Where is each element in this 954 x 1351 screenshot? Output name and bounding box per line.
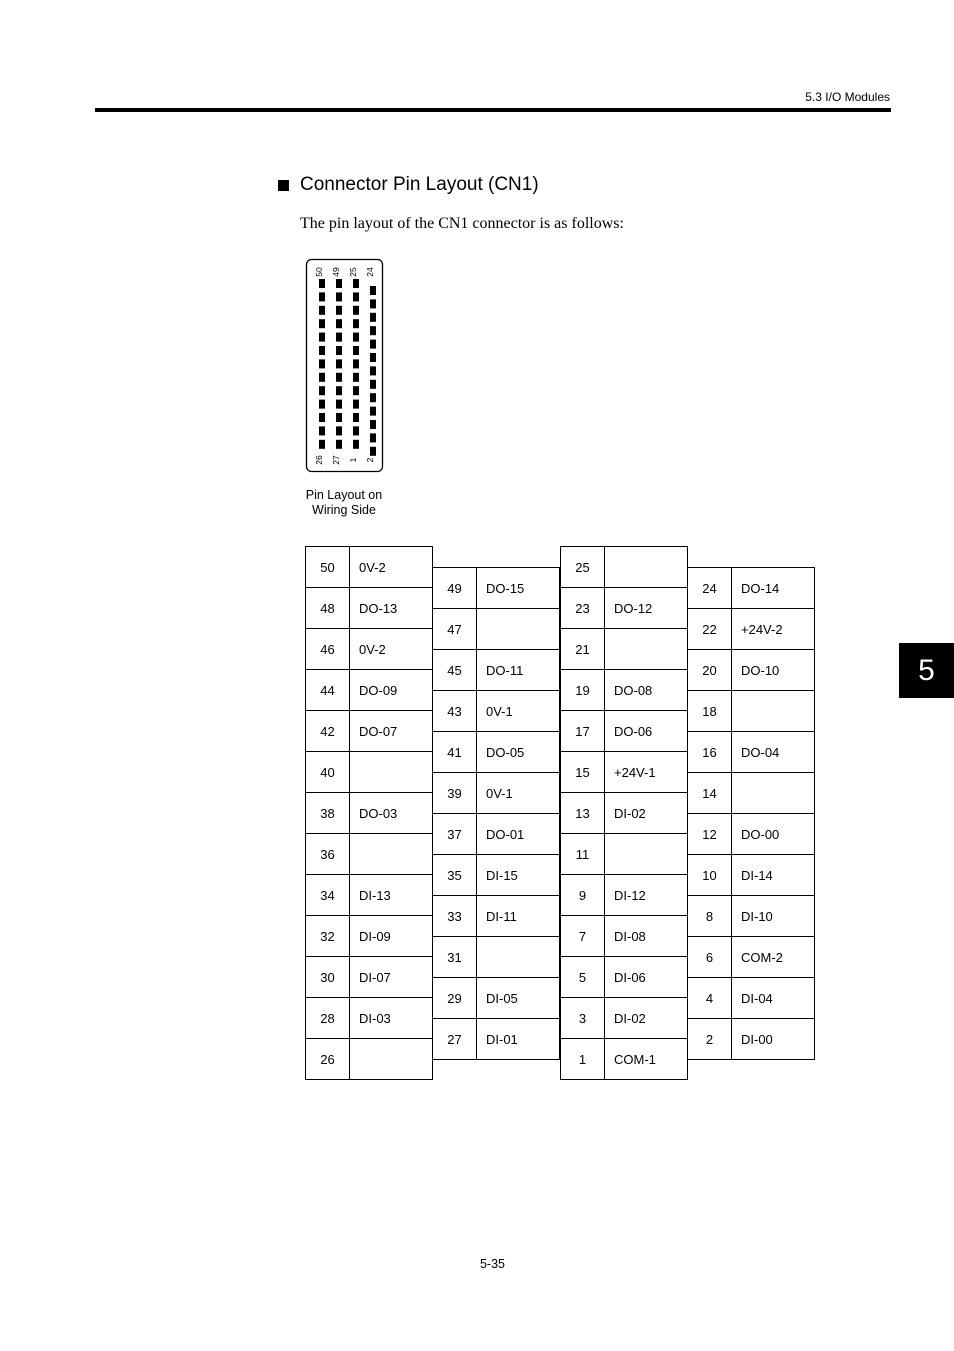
connector-pin [370,407,376,416]
pin-table-column-4 [687,567,815,1060]
pin-signal: DO-06 [605,711,688,751]
pin-signal: DO-13 [350,588,433,628]
pin-signal [732,773,815,813]
pin-number: 21 [561,629,605,669]
caption-line-2: Wiring Side [312,503,376,517]
pin-number: 46 [306,629,350,669]
pin-number: 41 [433,732,477,772]
table-row [306,547,433,588]
pin-number: 43 [433,691,477,731]
pin-number: 5 [561,957,605,997]
pin-signal [605,547,688,587]
table-row [306,1039,433,1080]
pin-number: 1 [561,1039,605,1079]
table-row [433,732,560,773]
connector-pin [353,386,359,395]
table-row [433,609,560,650]
table-row [433,568,560,609]
connector-pin [336,319,342,328]
pin-signal [350,752,433,792]
pin-signal: COM-2 [732,937,815,977]
table-row [306,998,433,1039]
connector-pin [319,319,325,328]
table-row [306,752,433,793]
connector-pin [370,433,376,442]
connector-pin [353,333,359,342]
pin-signal [477,609,560,649]
table-row [306,875,433,916]
table-row [433,896,560,937]
pin-number: 2 [688,1019,732,1059]
connector-pin [336,279,342,288]
pin-signal: DI-05 [477,978,560,1018]
pin-signal: DO-14 [732,568,815,608]
table-row [561,629,688,670]
pin-number: 10 [688,855,732,895]
connector-pin [336,426,342,435]
pin-number: 44 [306,670,350,710]
connector-pin [319,292,325,301]
connector-pin [319,306,325,315]
pin-number: 24 [688,568,732,608]
table-row [561,547,688,588]
header-rule [95,108,891,112]
table-row [561,588,688,629]
connector-pin [370,420,376,429]
intro-paragraph: The pin layout of the CN1 connector is as follows: [300,215,624,232]
pin-signal: +24V-2 [732,609,815,649]
pin-number: 19 [561,670,605,710]
pin-number: 11 [561,834,605,874]
connector-bottom-label: 27 [331,455,341,465]
pin-signal: DO-10 [732,650,815,690]
connector-pin [353,292,359,301]
connector-pin [353,306,359,315]
pin-number: 40 [306,752,350,792]
connector-bottom-label: 26 [314,455,324,465]
table-row [306,834,433,875]
pin-signal: DO-09 [350,670,433,710]
table-row [561,1039,688,1080]
connector-pin [370,340,376,349]
pin-signal [350,834,433,874]
connector-pin [336,440,342,449]
table-row [433,937,560,978]
connector-pin [370,313,376,322]
pin-number: 42 [306,711,350,751]
table-row [688,650,815,691]
pin-signal: DI-01 [477,1019,560,1059]
pin-number: 9 [561,875,605,915]
pin-signal: DI-11 [477,896,560,936]
table-row [561,916,688,957]
connector-pin [336,306,342,315]
connector-pin [370,326,376,335]
pin-number: 3 [561,998,605,1038]
pin-signal: DI-09 [350,916,433,956]
pin-number: 37 [433,814,477,854]
connector-pin [353,319,359,328]
pin-number: 25 [561,547,605,587]
square-bullet-icon [278,180,289,191]
page-number: 5-35 [479,1257,506,1271]
connector-pin [319,440,325,449]
pin-signal: DO-01 [477,814,560,854]
table-row [306,916,433,957]
pin-number: 16 [688,732,732,772]
pin-signal: DI-08 [605,916,688,956]
pin-number: 35 [433,855,477,895]
connector-top-label: 49 [331,267,341,277]
pin-number: 49 [433,568,477,608]
table-row [688,691,815,732]
connector-pin [319,373,325,382]
pin-number: 28 [306,998,350,1038]
pin-number: 34 [306,875,350,915]
pin-signal [477,937,560,977]
pin-number: 32 [306,916,350,956]
connector-pin [370,393,376,402]
pin-signal: DI-12 [605,875,688,915]
pin-table-column-3 [560,546,688,1080]
table-row [433,855,560,896]
pin-signal: 0V-1 [477,773,560,813]
pin-number: 17 [561,711,605,751]
pin-signal: DO-15 [477,568,560,608]
pin-number: 6 [688,937,732,977]
pin-number: 15 [561,752,605,792]
caption-line-1: Pin Layout on [305,488,383,502]
table-row [433,978,560,1019]
pin-signal: 0V-2 [350,629,433,669]
pin-number: 20 [688,650,732,690]
pin-signal: DO-11 [477,650,560,690]
pin-number: 22 [688,609,732,649]
pin-table-column-2 [432,567,560,1060]
connector-pin [336,292,342,301]
connector-pin [336,373,342,382]
connector-pin [370,447,376,456]
pin-signal [350,1039,433,1079]
table-row [688,814,815,855]
section-heading [278,174,539,196]
pin-number: 18 [688,691,732,731]
connector-pin [319,413,325,422]
pin-number: 47 [433,609,477,649]
pin-signal: 0V-1 [477,691,560,731]
table-row [561,670,688,711]
connector-pin [319,346,325,355]
table-row [688,896,815,937]
pin-number: 14 [688,773,732,813]
pin-signal: DO-03 [350,793,433,833]
table-row [688,937,815,978]
connector-pin [319,386,325,395]
pin-number: 39 [433,773,477,813]
chapter-tab: 5 [899,643,954,698]
pin-number: 12 [688,814,732,854]
table-row [306,711,433,752]
connector-pin [336,346,342,355]
pin-signal: +24V-1 [605,752,688,792]
connector-bottom-label: 1 [348,457,358,463]
connector-pin [370,286,376,295]
pin-signal [605,834,688,874]
table-row [688,773,815,814]
pin-number: 36 [306,834,350,874]
pin-number: 4 [688,978,732,1018]
connector-pin [319,359,325,368]
table-row [306,670,433,711]
connector-pin [319,279,325,288]
connector-pin [353,440,359,449]
table-row [688,1019,815,1060]
pin-signal: DI-00 [732,1019,815,1059]
connector-pin [353,373,359,382]
connector-pin [336,413,342,422]
connector-pin [353,359,359,368]
connector-pin [336,386,342,395]
connector-pin [353,279,359,288]
table-row [306,629,433,670]
connector-pin [319,400,325,409]
pin-number: 23 [561,588,605,628]
connector-diagram [305,258,385,474]
connector-pin [353,346,359,355]
table-row [561,834,688,875]
pin-number: 31 [433,937,477,977]
pin-number: 50 [306,547,350,587]
pin-signal: 0V-2 [350,547,433,587]
table-row [561,711,688,752]
pin-signal: COM-1 [605,1039,688,1079]
connector-top-label: 25 [348,267,358,277]
table-row [433,814,560,855]
section-title: Connector Pin Layout (CN1) [300,174,539,195]
table-row [306,793,433,834]
pin-number: 29 [433,978,477,1018]
pin-signal: DI-04 [732,978,815,1018]
pin-signal: DI-10 [732,896,815,936]
connector-caption [294,488,394,518]
table-row [561,957,688,998]
pin-number: 30 [306,957,350,997]
connector-pin [353,400,359,409]
connector-pin [370,380,376,389]
table-row [561,998,688,1039]
pin-signal: DI-15 [477,855,560,895]
pin-signal: DI-02 [605,998,688,1038]
table-row [433,1019,560,1060]
pin-signal: DO-12 [605,588,688,628]
table-row [688,568,815,609]
table-row [688,732,815,773]
pin-number: 7 [561,916,605,956]
pin-number: 26 [306,1039,350,1079]
pin-signal: DO-08 [605,670,688,710]
table-row [306,588,433,629]
pin-signal: DI-14 [732,855,815,895]
table-row [433,773,560,814]
table-row [561,752,688,793]
pin-number: 27 [433,1019,477,1059]
connector-pin [370,366,376,375]
pin-signal: DO-00 [732,814,815,854]
table-row [688,855,815,896]
connector-pin [370,353,376,362]
pin-signal: DO-07 [350,711,433,751]
table-row [306,957,433,998]
table-row [561,793,688,834]
connector-pin [336,333,342,342]
pin-number: 48 [306,588,350,628]
table-row [433,650,560,691]
connector-top-label: 24 [365,267,375,277]
connector-pin [353,413,359,422]
pin-signal: DO-04 [732,732,815,772]
pin-signal: DO-05 [477,732,560,772]
pin-number: 8 [688,896,732,936]
pin-signal [605,629,688,669]
pin-signal: DI-07 [350,957,433,997]
connector-pin [336,400,342,409]
connector-pin [336,359,342,368]
pin-signal: DI-06 [605,957,688,997]
pin-signal [732,691,815,731]
running-header: 5.3 I/O Modules [805,90,890,104]
pin-table-column-1 [305,546,433,1080]
pin-signal: DI-13 [350,875,433,915]
connector-pin [370,299,376,308]
pin-number: 45 [433,650,477,690]
table-row [688,609,815,650]
table-row [688,978,815,1019]
pin-signal: DI-02 [605,793,688,833]
connector-top-label: 50 [314,267,324,277]
connector-pin [319,426,325,435]
pin-number: 13 [561,793,605,833]
connector-pin [319,333,325,342]
pin-number: 33 [433,896,477,936]
connector-pin [353,426,359,435]
pin-number: 38 [306,793,350,833]
table-row [561,875,688,916]
table-row [433,691,560,732]
pin-signal: DI-03 [350,998,433,1038]
connector-bottom-label: 2 [365,457,375,463]
